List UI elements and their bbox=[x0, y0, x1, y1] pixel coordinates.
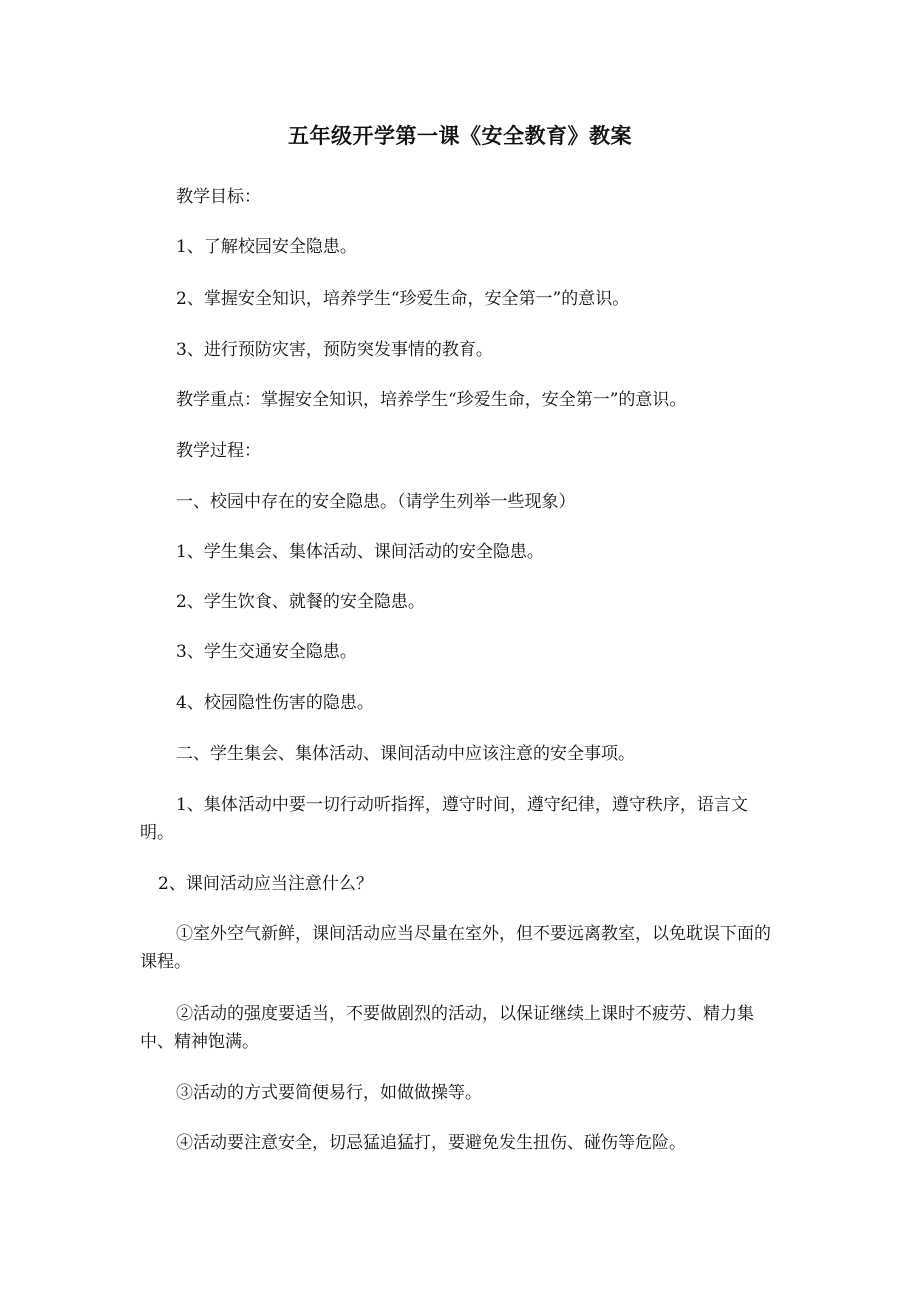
activity-rule-1: 1、集体活动中要一切行动听指挥，遵守时间，遵守纪律，遵守秩序，语言文明。 bbox=[140, 795, 748, 843]
activity-tip-4: ④活动要注意安全，切忌猛追猛打，要避免发生扭伤、碰伤等危险。 bbox=[176, 1133, 686, 1153]
section-two-heading: 二、学生集会、集体活动、课间活动中应该注意的安全事项。 bbox=[176, 744, 635, 764]
process-heading: 教学过程： bbox=[176, 441, 261, 461]
document-title: 五年级开学第一课《安全教育》教案 bbox=[288, 123, 632, 148]
activity-tip-1: ①室外空气新鲜，课间活动应当尽量在室外，但不要远离教室，以免耽误下面的课程。 bbox=[140, 924, 771, 972]
objective-item-2: 2、掌握安全知识，培养学生“珍爱生命，安全第一”的意识。 bbox=[176, 289, 630, 309]
objective-item-1: 1、了解校园安全隐患。 bbox=[176, 237, 357, 257]
hazard-item-2: 2、学生饮食、就餐的安全隐患。 bbox=[176, 592, 425, 612]
activity-question-2: 2、课间活动应当注意什么？ bbox=[158, 874, 373, 894]
activity-tip-2: ②活动的强度要适当，不要做剧烈的活动，以保证继续上课时不疲劳、精力集中、精神饱满。 bbox=[140, 1004, 754, 1052]
hazard-item-1: 1、学生集会、集体活动、课间活动的安全隐患。 bbox=[176, 542, 544, 562]
hazard-item-4: 4、校园隐性伤害的隐患。 bbox=[176, 693, 374, 713]
objectives-heading: 教学目标： bbox=[176, 187, 261, 207]
key-points: 教学重点：掌握安全知识，培养学生“珍爱生命，安全第一”的意识。 bbox=[176, 390, 687, 410]
section-one-heading: 一、校园中存在的安全隐患。（请学生列举一些现象） bbox=[176, 492, 576, 512]
hazard-item-3: 3、学生交通安全隐患。 bbox=[176, 642, 357, 662]
activity-tip-3: ③活动的方式要简便易行，如做做操等。 bbox=[176, 1083, 482, 1103]
objective-item-3: 3、进行预防灾害，预防突发事情的教育。 bbox=[176, 340, 493, 360]
